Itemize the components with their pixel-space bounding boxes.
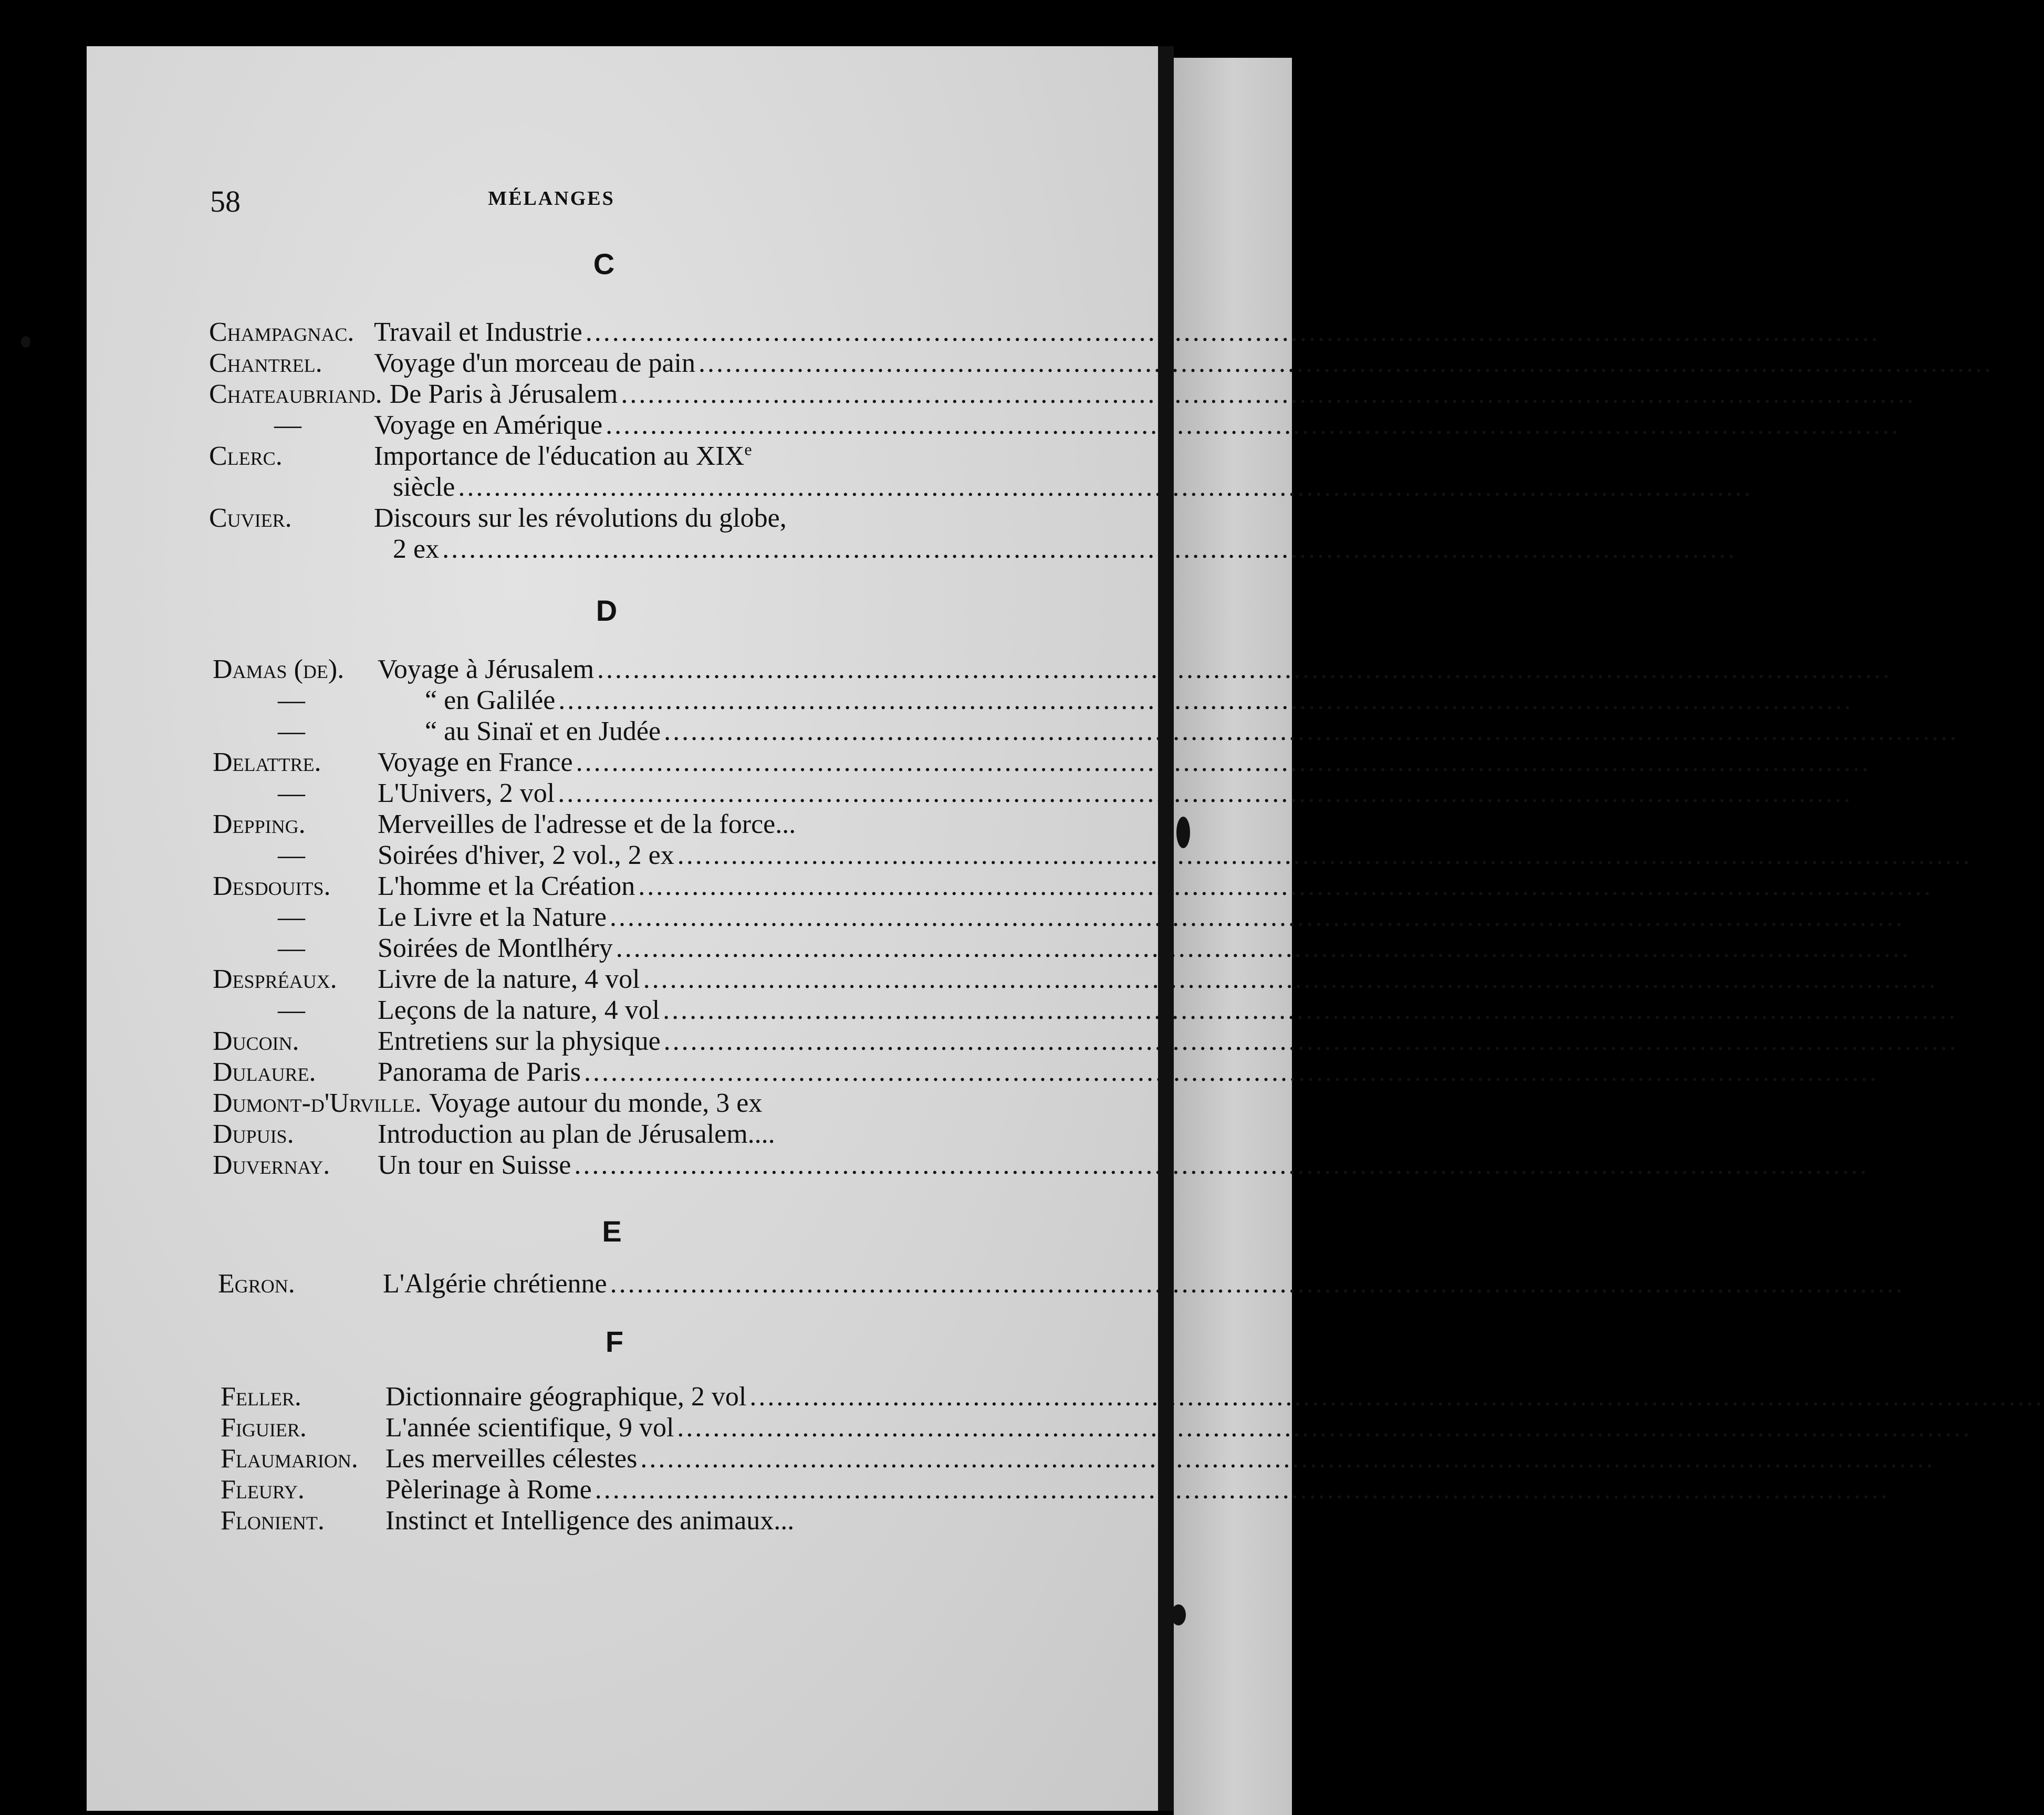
entry-author: Flonient.	[221, 1506, 325, 1536]
list-item	[213, 964, 901, 995]
dot-leader	[602, 410, 1900, 441]
dot-leader	[695, 348, 1993, 379]
list-item	[213, 1088, 901, 1119]
list-item	[213, 1119, 901, 1150]
entry-title: L'homme et la Création	[378, 871, 635, 901]
entry-title: L'année scientifique, 9 vol	[385, 1413, 674, 1443]
list-item	[213, 995, 901, 1026]
section-letter-d: D	[596, 594, 618, 627]
list-item	[221, 1381, 909, 1412]
section-d-entries	[213, 654, 901, 1181]
dot-leader	[607, 1268, 1905, 1299]
dot-leader	[674, 1412, 1972, 1443]
entry-author: Delattre.	[213, 747, 321, 777]
entry-author: Damas (de).	[213, 654, 345, 684]
entry-title: Introduction au plan de Jérusalem....	[378, 1119, 775, 1149]
entry-author: Desdouits.	[213, 871, 331, 901]
list-item	[213, 747, 901, 778]
section-letter-f: F	[605, 1325, 624, 1358]
list-item	[218, 1268, 906, 1299]
entry-title: Soirées d'hiver, 2 vol., 2 ex	[378, 840, 674, 870]
entry-author: Cuvier.	[209, 503, 292, 533]
entry-title: Panorama de Paris	[378, 1057, 581, 1087]
dot-leader	[439, 534, 1737, 565]
entry-author: Dupuis.	[213, 1119, 294, 1149]
list-item	[209, 441, 897, 472]
dot-leader	[746, 1381, 2044, 1412]
entry-title: Instinct et Intelligence des animaux...	[385, 1506, 795, 1536]
list-item	[209, 503, 897, 534]
entry-title: Entretiens sur la physique	[378, 1026, 661, 1056]
dot-leader	[661, 1026, 1958, 1057]
entry-title	[374, 441, 752, 472]
entry-author-ditto: —	[278, 840, 305, 870]
entry-author: Ducoin.	[213, 1026, 299, 1056]
entry-title: “ en Galilée	[425, 685, 556, 715]
entry-title: “ au Sinaï et en Judée	[425, 716, 661, 746]
section-letter-e: E	[602, 1215, 622, 1248]
dot-leader	[635, 871, 1933, 902]
entry-author: Depping.	[213, 809, 306, 839]
section-e-entries	[218, 1268, 906, 1299]
list-item	[209, 348, 897, 379]
list-item	[221, 1443, 909, 1474]
list-item	[221, 1474, 909, 1505]
entry-title: Soirées de Montlhéry	[378, 933, 613, 963]
entry-title: Voyage autour du monde, 3 ex	[429, 1088, 763, 1118]
dot-leader	[582, 317, 1880, 348]
dot-leader	[571, 1150, 1869, 1181]
entry-title: Pèlerinage à Rome	[385, 1475, 592, 1505]
entry-author: Despréaux.	[213, 964, 337, 994]
entry-author-ditto: —	[274, 410, 301, 440]
list-item-continuation	[209, 534, 897, 565]
list-item	[213, 716, 901, 747]
running-head: MÉLANGES	[488, 187, 615, 210]
section-f-entries	[221, 1381, 909, 1536]
page-header	[210, 184, 893, 221]
entry-author: Dulaure.	[213, 1057, 316, 1087]
dot-leader	[660, 995, 1957, 1026]
entry-title: Un tour en Suisse	[378, 1150, 571, 1180]
dot-leader	[455, 472, 1753, 503]
entry-title: Voyage en France	[378, 747, 573, 777]
entry-title: Merveilles de l'adresse et de la force...	[378, 809, 796, 839]
list-item	[213, 654, 901, 685]
entry-author: Flaumarion.	[221, 1444, 358, 1474]
entry-author-ditto: —	[278, 902, 305, 932]
dot-leader	[674, 840, 1972, 871]
entry-title: De Paris à Jérusalem	[389, 379, 618, 409]
entry-author: Duvernay.	[213, 1150, 330, 1180]
list-item	[221, 1505, 909, 1536]
entry-title: Voyage d'un morceau de pain	[374, 348, 695, 378]
entry-title: siècle	[393, 472, 455, 502]
list-item	[209, 379, 897, 410]
entry-author-ditto: —	[278, 933, 305, 963]
list-item	[213, 871, 901, 902]
scan-speck	[1176, 817, 1190, 848]
list-item	[213, 933, 901, 964]
entry-title: Voyage à Jérusalem	[378, 654, 595, 684]
entry-title: L'Algérie chrétienne	[383, 1269, 607, 1299]
entry-author: Chantrel.	[209, 348, 322, 378]
list-item	[209, 317, 897, 348]
list-item	[213, 1150, 901, 1181]
entry-title: Dictionnaire géographique, 2 vol	[385, 1382, 747, 1412]
entry-title: Discours sur les révolutions du globe,	[374, 503, 787, 533]
entry-title-text: Importance de l'éducation au XIX	[374, 441, 745, 471]
entry-title: Livre de la nature, 4 vol	[378, 964, 640, 994]
dot-leader	[613, 933, 1911, 964]
entry-author-ditto: —	[278, 995, 305, 1025]
list-item	[213, 1057, 901, 1088]
entry-title: Leçons de la nature, 4 vol	[378, 995, 660, 1025]
scan-speck	[1171, 1604, 1186, 1625]
dot-leader	[573, 747, 1871, 778]
entry-author: Figuier.	[221, 1413, 307, 1443]
dot-leader	[618, 379, 1915, 410]
entry-author: Clerc.	[209, 441, 283, 471]
section-letter-c: C	[593, 247, 615, 280]
dot-leader	[637, 1443, 1935, 1474]
list-item	[213, 1026, 901, 1057]
entry-title: 2 ex	[393, 534, 440, 564]
entry-author-ditto: —	[278, 685, 305, 715]
entry-author: Chateaubriand.	[209, 379, 382, 409]
entry-title: Le Livre et la Nature	[378, 902, 607, 932]
entry-title: Les merveilles célestes	[385, 1444, 638, 1474]
list-item	[213, 809, 901, 840]
dot-leader	[581, 1057, 1879, 1088]
entry-author: Dumont-d'Urville.	[213, 1088, 422, 1118]
list-item	[213, 685, 901, 716]
entry-author: Champagnac.	[209, 317, 354, 347]
dot-leader	[555, 778, 1852, 809]
dot-leader	[555, 685, 1853, 716]
entry-title: Travail et Industrie	[374, 317, 582, 347]
dot-leader	[607, 902, 1904, 933]
entry-author-ditto: —	[278, 716, 305, 746]
entry-author-ditto: —	[278, 778, 305, 808]
dot-leader	[661, 716, 1958, 747]
page-number: 58	[210, 184, 241, 218]
dot-leader	[594, 654, 1892, 685]
superscript: e	[744, 440, 752, 459]
entry-title: Voyage en Amérique	[374, 410, 603, 440]
entry-author: Egron.	[218, 1269, 295, 1299]
section-c-entries	[209, 317, 897, 565]
scan-speck	[21, 336, 30, 348]
list-item	[213, 902, 901, 933]
list-item-continuation	[209, 472, 897, 503]
entry-author: Fleury.	[221, 1475, 305, 1505]
entry-author: Feller.	[221, 1382, 301, 1412]
list-item	[213, 778, 901, 809]
dot-leader	[640, 964, 1938, 995]
entry-title: L'Univers, 2 vol	[378, 778, 555, 808]
list-item	[221, 1412, 909, 1443]
dot-leader	[592, 1474, 1890, 1505]
list-item	[209, 410, 897, 441]
list-item	[213, 840, 901, 871]
